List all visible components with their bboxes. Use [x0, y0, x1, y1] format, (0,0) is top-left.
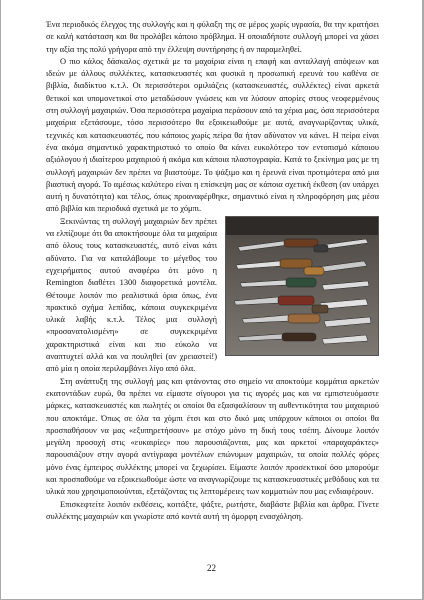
page-number: 22: [207, 563, 216, 573]
document-page: [1, 0, 422, 599]
paragraph-3: Ξεκινώντας τη συλλογή μαχαιριών δεν πρέπει να ελπίζουμε ότι θα αποκτήσουμε όλα τα μαχαίρια από όλους τους κατασκευαστές, αυτό είναι κάτι αδύνατο. Για να καταλάβουμε το μέγεθος του εγχειρήματος αυτού αναφέρω ότι μόνο η Remington διαθέτει 1300 διαφορετικά μοντέλα. Θέτουμε λοιπόν πιο ρεαλιστικά όρια όπως, ένα πρακτικό σχήμα λεπίδας, κάποια συγκεκριμένα υλικά λαβής κ.τ.λ. Τέλος μια συλλογή «προσανατολισμένη» σε συγκεκριμένα χαρακτηριστικά είναι και πιο εύκολο να αναπτυχτεί αλλά και να πουληθεί (αν χρειαστεί!) από μία η οποία περιλαμβάνει λίγο από όλα.: [46, 216, 217, 374]
paragraph-1: Ένα περιοδικός έλεγχος της συλλογής και η φύλαξη της σε μέρος χωρίς υγρασία, θα την κρατήσει σε καλή κατάσταση και θα προλάβει κάποιο πρόβλημα. Η οποιαδήποτε συλλογή μπορεί να χάσει την αξία της πολύ γρήγορα από την έλλειψη συντήρησης ή αν παραμεληθεί.: [46, 20, 379, 54]
knife-collection-photo: [225, 216, 379, 356]
paragraph-4: Στη ανάπτυξη της συλλογή μας και φτάνοντας στο σημείο να αποκτούμε κομμάτια αρκετών εκατοντάδων ευρώ, θα πρέπει να είμαστε σίγουροι για τις αγορές μας και να εμπιστευόμαστε μάρκες, κατασκευαστές και πωλητές οι οποίοι θα εξασφαλίσουν τη αυθεντικότητα του μαχαιριού που αποκτάμε. Όπως σε όλα τα χόμπι έτσι και στο δικό μας υπάρχουν κάποιοι οι οποίοι θα προσπαθήσουν να μας «εξυπηρετήσουν» με στόχο μόνο τη δική τους τσέπη. Δίνουμε λοιπόν μεγάλη προσοχή στις «ευκαιρίες» που παρουσιάζονται, μας και αρκετοί «παραχαράκτες» παρουσιάζουν στην αγορά αντίγραφα μοντέλων επώνυμων μαχαιριών, τα οποία πολλές φόρες μόνο ένας έμπειρος συλλέκτης μπορεί να ξεχωρίσει. Είμαστε λοιπόν προσεκτικοί όσο μπορούμε και προσπαθούμε να εξοικειωθούμε ώστε να αναγνωρίζουμε τις κατασκευαστικές μεθόδους και τα υλικά που χρησιμοποιούνται, εξετάζοντας τις λεπτομέρειες των κομματιών που μας ενδιαφέρουν.: [46, 376, 379, 497]
paragraph-2: Ο πιο κάλος δάσκαλος σχετικά με τα μαχαίρια είναι η επαφή και ανταλλαγή απόψεων και ιδεών με άλλους συλλέκτες, κατασκευαστές και φυσικά η προσωπική ερευνά του καθένα σε βιβλία, διαδίκτυο κ.τ.λ. Οι περισσότεροι ομιλιάζεις (κατασκευαστές, συλλέκτες) είναι αρκετά θετικοί και υπομονετικοί στο μεταδώσουν γνώσεις και να λύσουν απορίες στους νεοφερμένους στη συλλογή μαχαιριών. Όσα περισσότερα μαχαίρια περάσουν από τα χέρια μας, όσα περισσότερα μαχαίρια εξετάσουμε, τόσο περισσότερο θα εξοικειωθούμε με αυτά, αναγνωρίζοντας υλικά, τεχνικές και κατασκευαστές, που κάποιος χωρίς πείρα θα ήταν αδύνατον να κάνει. Η πείρα είναι ένα ακόμα σημαντικό χαρακτηριστικό το οποίο θα κάνει ευκολότερο τον εντοπισμό κάποιου αξιόλογου ή ιδιαίτερου μαχαιριού ή ακόμα και κάποια πλαστογραφία. Κατά το ξεκίνημα μας με τη συλλογή μαχαιριών δεν πρέπει να βιαστούμε. Το ψάξιμο και η έρευνά είναι προτιμότερα από μια βιαστική αγορά. Το αμέσως καλύτερο είναι η επίσκεψη μας σε κάποια σχετική έκθεση (αν υπάρχει αυτή η δυνατότητα) και τέλος, όπως προαναφέρθηκε, σημαντικό είναι η πληροφόρηση μας μέσα από βιβλία και περιοδικά σχετικά με το χόμπι.: [46, 56, 379, 214]
knives-image: [226, 217, 378, 355]
paragraph-3-block: [46, 216, 379, 376]
body-text: [46, 19, 379, 523]
paragraph-5: Επισκεφτείτε λοιπόν εκθέσεις, κοιτάξτε, ψάξτε, ρωτήστε, διαβάστε βιβλία και άρθρα. Γίνετε συλλέκτης μαχαιριών και γνωρίστε από κοντά αυτή τη όμορφη ενασχόληση.: [46, 499, 379, 521]
